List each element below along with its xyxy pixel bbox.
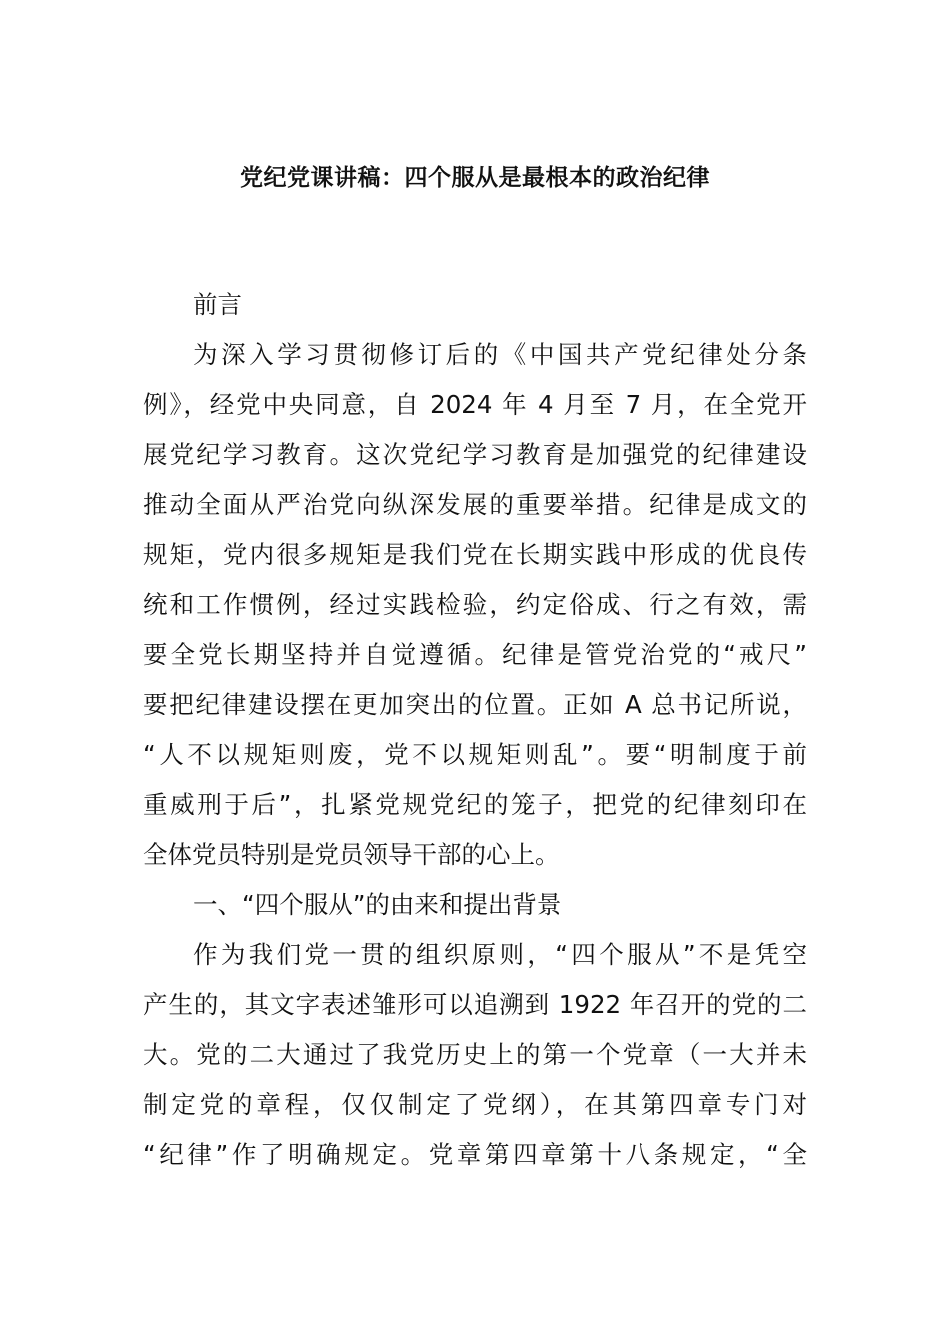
text-line: 一、“四个服从”的由来和提出背景 [193,890,562,919]
text-line: 产生的，其文字表述雏形可以追溯到 1922 年召开的党的二 [143,990,807,1019]
document-body [143,280,807,1180]
text-line: 全体党员特别是党员领导干部的心上。 [143,840,560,869]
text-line: 统和工作惯例，经过实践检验，约定俗成、行之有效，需 [143,590,807,619]
text-line: 重威刑于后”，扎紧党规党纪的笼子，把党的纪律刻印在 [143,790,807,819]
text-line: 要全党长期坚持并自觉遵循。纪律是管党治党的“戒尺” [143,640,807,669]
text-line: 大。党的二大通过了我党历史上的第一个党章（一大并未 [143,1040,807,1069]
text-line: 例》，经党中央同意，自 2024 年 4 月至 7 月，在全党开 [143,390,807,419]
text-line: “纪律”作了明确规定。党章第四章第十八条规定，“全 [143,1140,807,1169]
text-line: 为深入学习贯彻修订后的《中国共产党纪律处分条 [193,340,807,369]
text-line: “人不以规矩则废，党不以规矩则乱”。要“明制度于前 [143,740,807,769]
text-line: 要把纪律建设摆在更加突出的位置。正如 A 总书记所说， [143,690,807,719]
text-line: 规矩，党内很多规矩是我们党在长期实践中形成的优良传 [143,540,807,569]
document-title: 党纪党课讲稿：四个服从是最根本的政治纪律 [240,165,710,191]
text-line: 制定党的章程，仅仅制定了党纲），在其第四章专门对 [143,1090,807,1119]
text-line: 推动全面从严治党向纵深发展的重要举措。纪律是成文的 [143,490,807,519]
text-line: 作为我们党一贯的组织原则，“四个服从”不是凭空 [193,940,807,969]
text-line: 前言 [193,290,242,319]
text-line: 展党纪学习教育。这次党纪学习教育是加强党的纪律建设 [143,440,807,469]
